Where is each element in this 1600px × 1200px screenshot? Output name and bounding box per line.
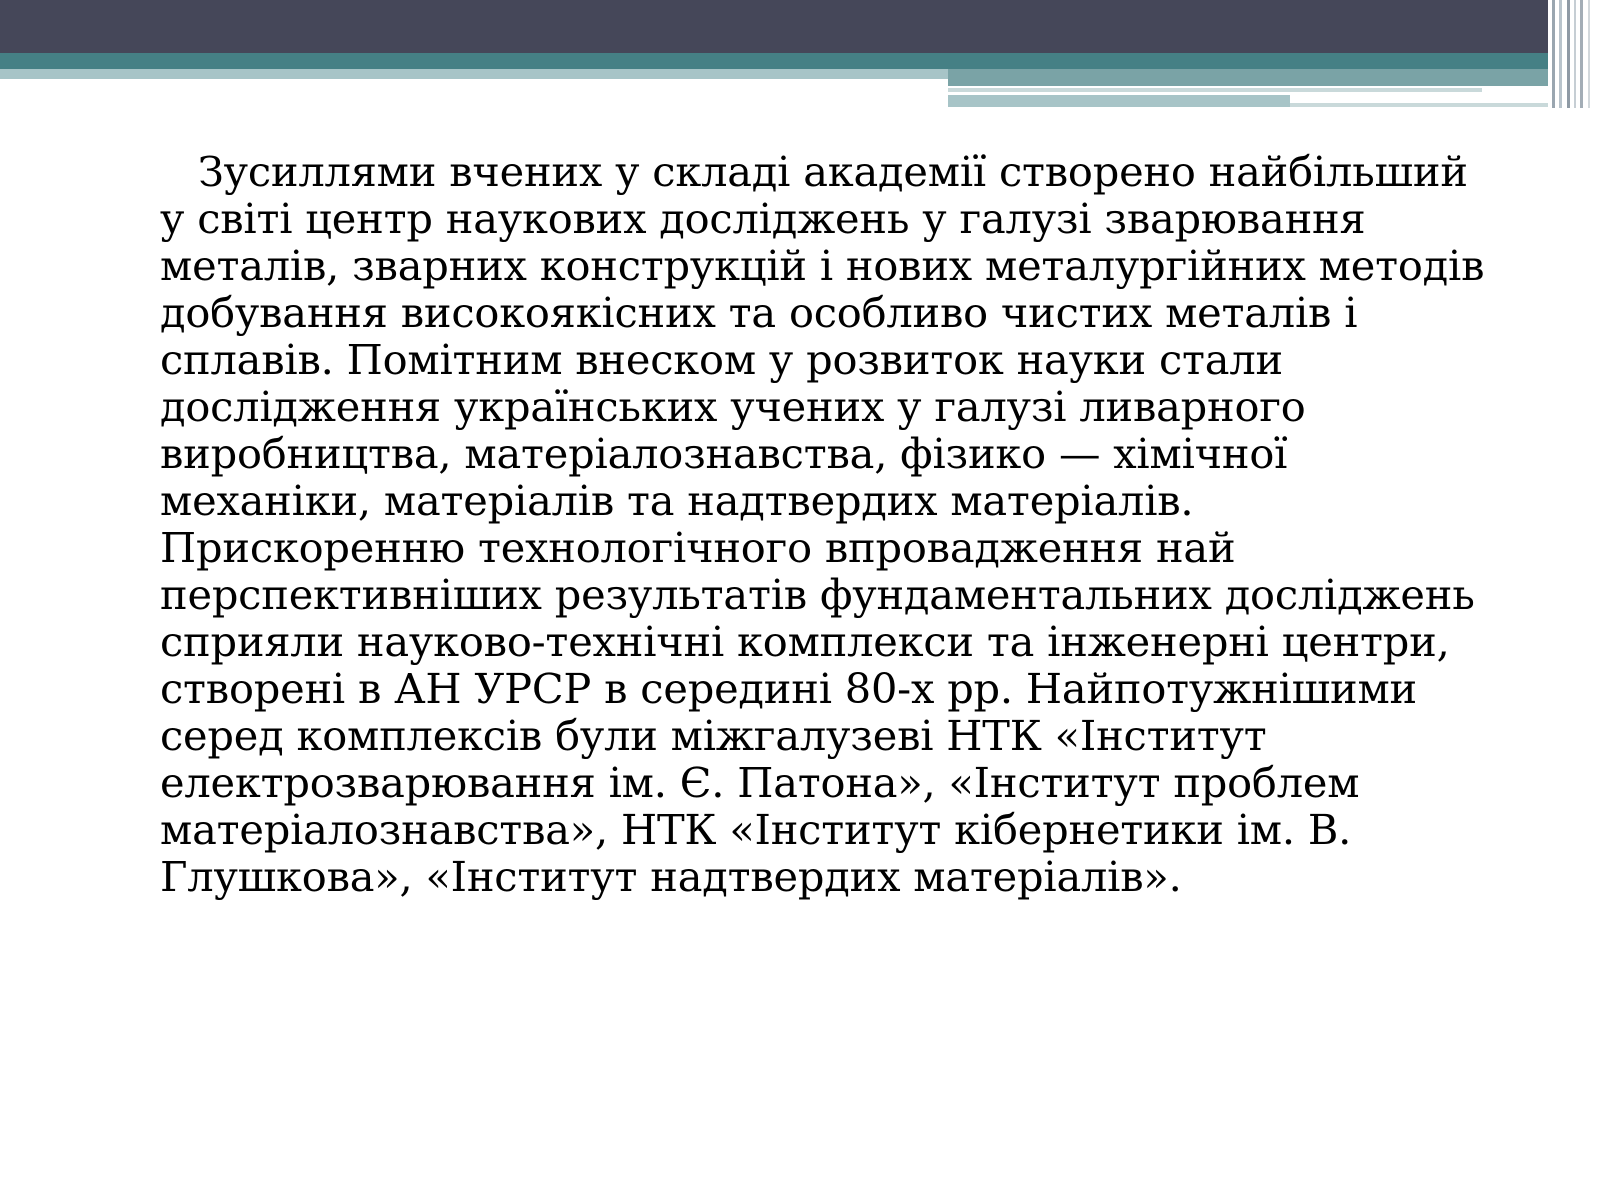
header-teal-band <box>0 53 1600 69</box>
corner-stripe <box>1590 0 1600 108</box>
header-dark-band <box>0 0 1600 53</box>
header-light-band-right <box>948 69 1600 86</box>
header-thin-line-lower <box>948 95 1290 107</box>
header-thin-line-right <box>1290 103 1550 107</box>
header-light-band-left <box>0 69 948 79</box>
slide-body-text: Зусиллями вчених у складі академії створено найбільший у світі центр наукових досліджень у галузі зварювання металів, зварних конструкцій і нових металургійних методів добування високоякісних та особливо чистих металів і сплавів. Помітним внеском у розвиток науки стали дослідження українських учених у галузі ливарного виробництва, матеріалознавства, фізико — хімічної механіки, матеріалів та надтвердих матеріалів. Прискоренню технологічного впровадження най перспективніших результатів фундаментальних досліджень сприяли науково-технічні комплекси та інженерні центри, створені в АН УРСР в середині 80-х рр. Найпотужнішими серед комплексів були міжгалузеві НТК «Інститут електрозварювання ім. Є. Патона», «Інститут проблем матеріалознавства», НТК «Інститут кібернетики ім. В. Глушкова», «Інститут надтвердих матеріалів». <box>160 147 1485 901</box>
corner-stripes-decoration <box>1548 0 1600 108</box>
header-thin-line-upper <box>948 88 1482 92</box>
